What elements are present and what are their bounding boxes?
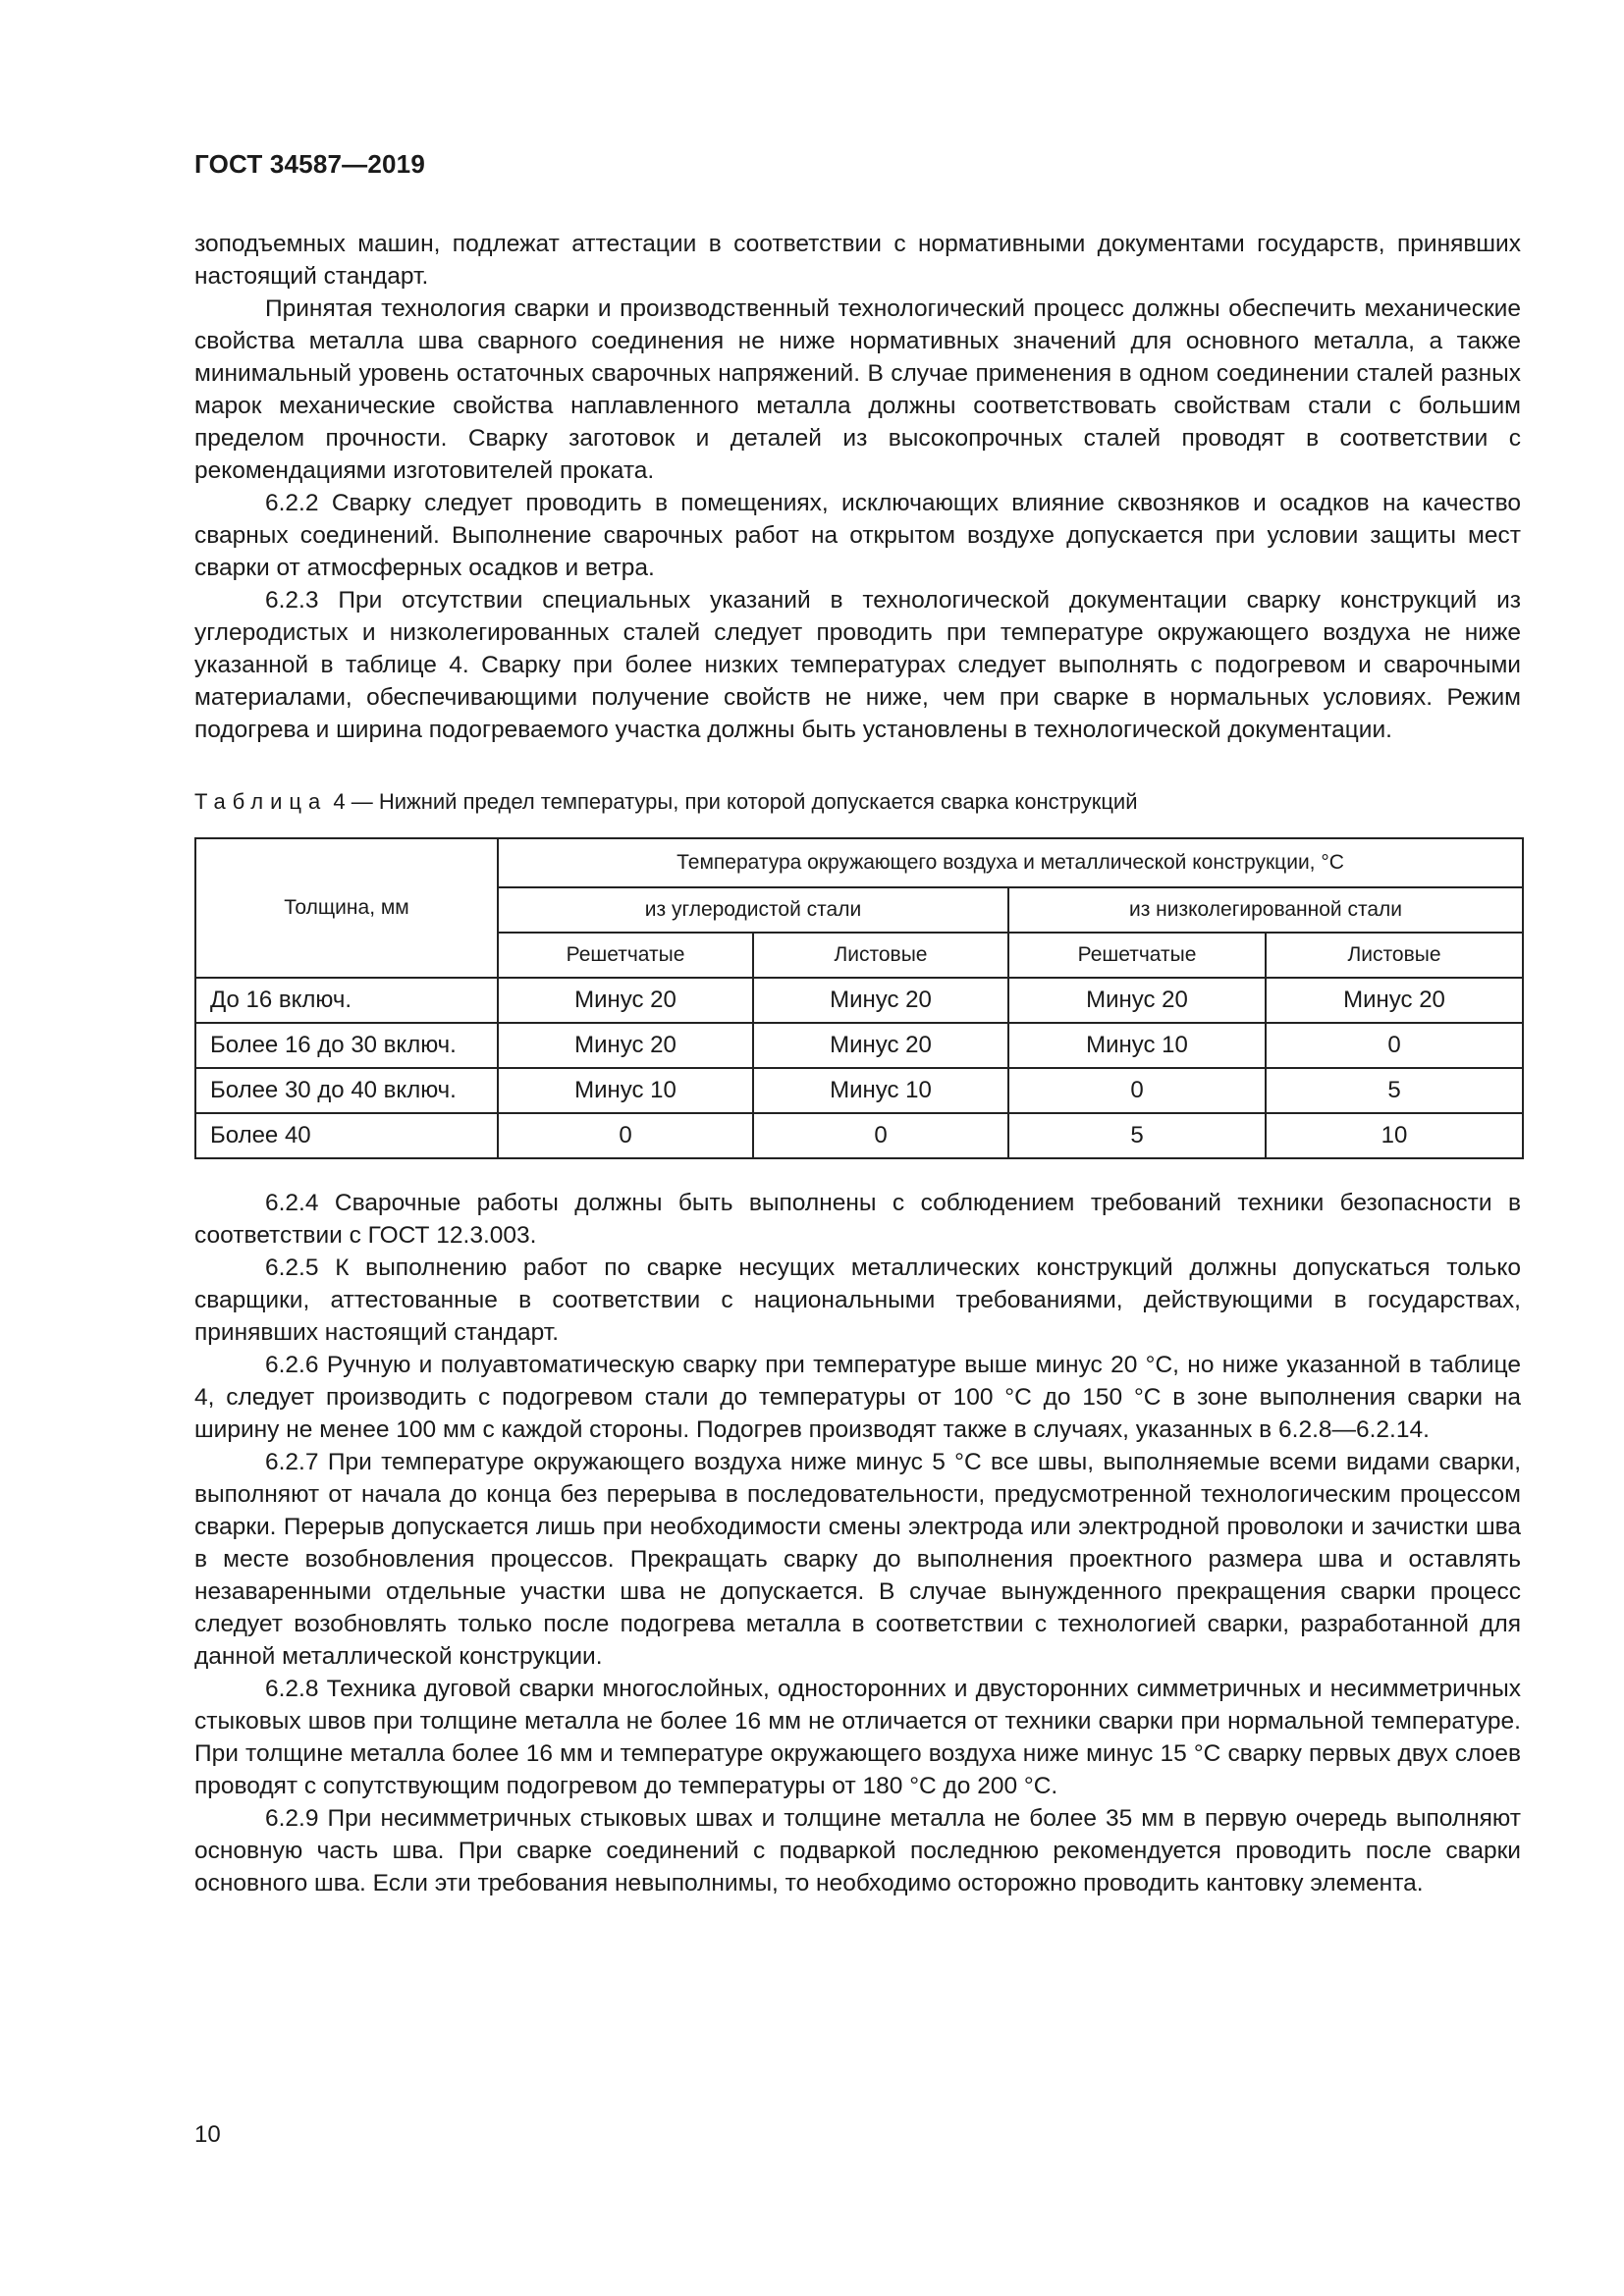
- table-row: [195, 1113, 1523, 1158]
- cell-value: Минус 20: [1266, 978, 1523, 1023]
- cell-value: Минус 20: [1008, 978, 1266, 1023]
- cell-value: Минус 20: [498, 978, 753, 1023]
- cell-value: Минус 10: [753, 1068, 1008, 1113]
- paragraph-6-2-3: 6.2.3 При отсутствии специальных указаний в технологической документации сварку конструкций из углеродистых и низколегированных сталей следует проводить при температуре окружающего воздуха не ниже указанной в таблице 4. Сварку при более низких температурах следует выполнять с подогревом и сварочными материалами, обеспечивающими получение свойств не ниже, чем при сварке в нормальных условиях. Режим подогрева и ширина подогреваемого участка должны быть установлены в технологической документации.: [194, 587, 1521, 743]
- cell-value: 0: [1266, 1023, 1523, 1068]
- text-block-bottom: [194, 1187, 1521, 1899]
- document-header: ГОСТ 34587—2019: [194, 149, 425, 179]
- cell-value: Минус 10: [498, 1068, 753, 1113]
- paragraph-6-2-9: 6.2.9 При несимметричных стыковых швах и толщине металла не более 35 мм в первую очередь выполняют основную часть шва. При сварке соединений с подваркой последнюю рекомендуется проводить после сварки основного шва. Если эти требования невыполнимы, то необходимо осторожно проводить кантовку элемента.: [194, 1805, 1521, 1896]
- cell-value: 5: [1008, 1113, 1266, 1158]
- cell-value: Минус 20: [753, 978, 1008, 1023]
- text-block-top: [194, 228, 1521, 746]
- table-caption-label: Таблица: [194, 789, 328, 814]
- paragraph-6-2-4: 6.2.4 Сварочные работы должны быть выполнены с соблюдением требований техники безопасности в соответствии с ГОСТ 12.3.003.: [194, 1190, 1521, 1249]
- paragraph-6-2-2: 6.2.2 Сварку следует проводить в помещениях, исключающих влияние сквозняков и осадков на качество сварных соединений. Выполнение сварочных работ на открытом воздухе допускается при условии защиты мест сварки от атмосферных осадков и ветра.: [194, 490, 1521, 581]
- paragraph: Принятая технология сварки и производственный технологический процесс должны обеспечить механические свойства металла шва сварного соединения не ниже нормативных значений для основного металла, а также минимальный уровень остаточных сварочных напряжений. В случае применения в одном соединении сталей разных марок механические свойства наплавленного металла должны соответствовать свойствам стали с большим пределом прочности. Сварку заготовок и деталей из высокопрочных сталей проводят в соответствии с рекомендациями изготовителей проката.: [194, 295, 1521, 484]
- paragraph-6-2-6: 6.2.6 Ручную и полуавтоматическую сварку при температуре выше минус 20 °С, но ниже указанной в таблице 4, следует производить с подогревом стали до температуры от 100 °С до 150 °С в зоне выполнения сварки на ширину не менее 100 мм с каждой стороны. Подогрев производят также в случаях, указанных в 6.2.8—6.2.14.: [194, 1352, 1521, 1443]
- cell-thickness: Более 30 до 40 включ.: [195, 1068, 498, 1113]
- header-lattice: Решетчатые: [498, 933, 753, 978]
- cell-thickness: Более 40: [195, 1113, 498, 1158]
- header-sheet: Листовые: [1266, 933, 1523, 978]
- cell-value: Минус 20: [753, 1023, 1008, 1068]
- page-number: 10: [194, 2121, 221, 2148]
- cell-value: 0: [498, 1113, 753, 1158]
- cell-value: Минус 20: [498, 1023, 753, 1068]
- header-carbon-steel: из углеродистой стали: [498, 887, 1008, 933]
- paragraph: зоподъемных машин, подлежат аттестации в соответствии с нормативными документами государств, принявших настоящий стандарт.: [194, 231, 1521, 290]
- temperature-table: [194, 837, 1524, 1159]
- cell-value: 10: [1266, 1113, 1523, 1158]
- header-thickness: Толщина, мм: [195, 838, 498, 978]
- table-row: [195, 978, 1523, 1023]
- paragraph-6-2-5: 6.2.5 К выполнению работ по сварке несущих металлических конструкций должны допускаться только сварщики, аттестованные в соответствии с национальными требованиями, действующими в государствах, принявших настоящий стандарт.: [194, 1255, 1521, 1346]
- table-row: [195, 1023, 1523, 1068]
- cell-value: Минус 10: [1008, 1023, 1266, 1068]
- table-caption-title: 4 — Нижний предел температуры, при которой допускается сварка конструкций: [333, 789, 1138, 814]
- table-header-row: [195, 838, 1523, 887]
- cell-thickness: До 16 включ.: [195, 978, 498, 1023]
- header-lattice: Решетчатые: [1008, 933, 1266, 978]
- header-lowalloy-steel: из низколегированной стали: [1008, 887, 1523, 933]
- cell-value: 0: [1008, 1068, 1266, 1113]
- cell-thickness: Более 16 до 30 включ.: [195, 1023, 498, 1068]
- cell-value: 5: [1266, 1068, 1523, 1113]
- cell-value: 0: [753, 1113, 1008, 1158]
- paragraph-6-2-7: 6.2.7 При температуре окружающего воздуха ниже минус 5 °С все швы, выполняемые всеми видами сварки, выполняют от начала до конца без перерыва в последовательности, предусмотренной технологическим процессом сварки. Перерыв допускается лишь при необходимости смены электрода или электродной проволоки и зачистки шва в месте возобновления процессов. Прекращать сварку до выполнения проектного размера шва и оставлять незаваренными отдельные участки шва не допускается. В случае вынужденного прекращения сварки процесс следует возобновлять только после подогрева металла в соответствии с технологией сварки, разработанной для данной металлической конструкции.: [194, 1449, 1521, 1670]
- table-row: [195, 1068, 1523, 1113]
- paragraph-6-2-8: 6.2.8 Техника дуговой сварки многослойных, односторонних и двусторонних симметричных и несимметричных стыковых швов при толщине металла не более 16 мм не отличается от техники сварки при нормальной температуре. При толщине металла более 16 мм и температуре окружающего воздуха ниже минус 15 °С сварку первых двух слоев проводят с сопутствующим подогревом до температуры от 180 °С до 200 °С.: [194, 1676, 1521, 1799]
- header-sheet: Листовые: [753, 933, 1008, 978]
- header-temperature: Температура окружающего воздуха и металлической конструкции, °С: [498, 838, 1523, 887]
- table-caption: [194, 787, 1521, 817]
